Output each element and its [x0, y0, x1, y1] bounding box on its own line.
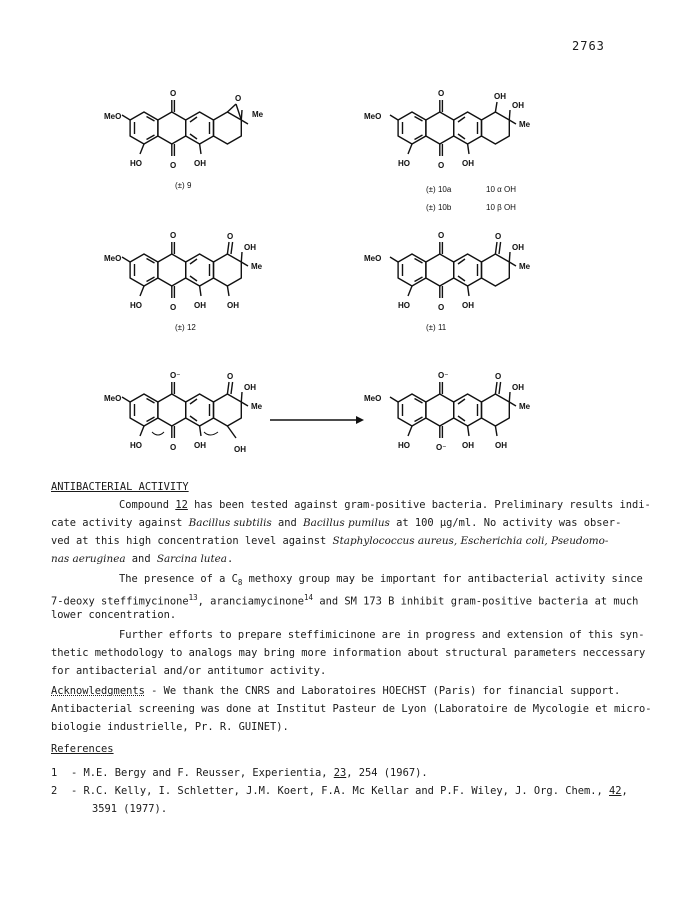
para1-line4: nas aeruginea and Sarcina lutea.: [51, 553, 234, 565]
carbonyl-label: O: [438, 89, 445, 98]
carbonyl-label-bottom: O: [170, 443, 177, 452]
caption-10a-note: 10 α OH: [486, 185, 516, 194]
caption-10b: (±) 10b: [426, 203, 452, 212]
caption-10a: (±) 10a: [426, 185, 452, 194]
caption-10b-note: 10 β OH: [486, 203, 516, 212]
hydroxy-label: OH: [194, 441, 206, 450]
mechanism-reactant: [104, 371, 263, 454]
hydroxy-label: OH: [512, 243, 524, 252]
caption-9: (±) 9: [175, 181, 192, 190]
para1-line1: Compound 12 has been tested against gram-positive bacteria. Preliminary results indi-: [119, 499, 651, 511]
structure-11: [364, 231, 531, 312]
para3-line2: thetic methodology to analogs may bring more information about structural parameters neccessary: [51, 647, 646, 659]
methoxy-label: MeO: [364, 112, 382, 121]
reference-2-number: 2: [51, 785, 58, 797]
carbonyl-label: O: [170, 231, 177, 240]
caption-11: (±) 11: [426, 323, 447, 332]
reference-2: - R.C. Kelly, I. Schletter, J.M. Koert, F.A. Mc Kellar and P.F. Wiley, J. Org. Chem., 42,: [71, 785, 628, 797]
references-heading: References: [51, 743, 114, 755]
carbonyl-label-bottom: O: [170, 161, 177, 170]
structure-10: [364, 89, 531, 170]
hydroxy-label: OH: [495, 441, 507, 450]
hydroxy-label: OH: [194, 301, 206, 310]
hydroxide-label: OH: [234, 445, 246, 454]
epoxide-o-label: O: [235, 94, 242, 103]
carbonyl-label-bottom: O: [438, 161, 445, 170]
methyl-label: Me: [251, 262, 263, 271]
page-number: 2763: [572, 39, 605, 53]
acknowledgments-line1: Acknowledgments - We thank the CNRS and Laboratoires HOECHST (Paris) for financial support.: [51, 685, 621, 697]
methyl-label: Me: [252, 110, 264, 119]
methoxy-label: MeO: [364, 394, 382, 403]
para1-line2: cate activity against Bacillus subtilis and Bacillus pumilus at 100 µg/ml. No activity was obser-: [51, 517, 622, 529]
methyl-label: Me: [519, 262, 531, 271]
hydroxy-label: OH: [462, 301, 474, 310]
ketone-label: O: [495, 372, 502, 381]
methoxy-label: MeO: [104, 254, 122, 263]
hydroxy-label: OH: [244, 383, 256, 392]
caption-12: (±) 12: [175, 323, 196, 332]
methyl-label: Me: [251, 402, 263, 411]
reference-1: - M.E. Bergy and F. Reusser, Experientia, 23, 254 (1967).: [71, 767, 428, 779]
methyl-label: Me: [519, 120, 531, 129]
phenoxide-label-bottom: O⁻: [436, 443, 447, 452]
methyl-label: Me: [519, 402, 531, 411]
carbonyl-label-bottom: O: [438, 303, 445, 312]
carbonyl-label-bottom: O: [170, 303, 177, 312]
ketone-label: O: [227, 232, 234, 241]
hydroxy-label: HO: [130, 301, 142, 310]
hydroxy-label: OH: [494, 92, 506, 101]
hydroxy-label: OH: [462, 159, 474, 168]
carbonyl-label: O: [170, 89, 177, 98]
phenoxide-label: O⁻: [170, 371, 181, 380]
structure-12: [104, 231, 263, 312]
mechanism-product: [364, 371, 531, 452]
ketone-label: O: [227, 372, 234, 381]
phenoxide-label: O⁻: [438, 371, 449, 380]
acknowledgments-line2: Antibacterial screening was done at Institut Pasteur de Lyon (Laboratoire de Mycologie et micro-: [51, 703, 652, 715]
hydroxy-label: HO: [398, 441, 410, 450]
hydroxy-label: OH: [194, 159, 206, 168]
para2-line1: The presence of a $C_8$ methoxy group may be important for antibacterial activity since: [119, 573, 643, 588]
hydroxy-label: OH: [227, 301, 239, 310]
para3-line1: Further efforts to prepare steffimicinone are in progress and extension of this syn-: [119, 629, 645, 641]
methoxy-label: MeO: [364, 254, 382, 263]
hydroxy-label: HO: [398, 159, 410, 168]
acknowledgments-line3: biologie industrielle, Pr. R. GUINET).: [51, 721, 289, 733]
structure-9: [104, 89, 264, 170]
methoxy-label: MeO: [104, 394, 122, 403]
hydroxy-label: OH: [512, 101, 524, 110]
methoxy-label: MeO: [104, 112, 122, 121]
para3-line3: for antibacterial and/or antitumor activity.: [51, 665, 327, 677]
hydroxy-label: HO: [398, 301, 410, 310]
hydroxy-label: OH: [244, 243, 256, 252]
para2-line3: lower concentration.: [51, 609, 177, 621]
ketone-label: O: [495, 232, 502, 241]
carbonyl-label: O: [438, 231, 445, 240]
section-heading: ANTIBACTERIAL ACTIVITY: [51, 481, 189, 493]
hydroxy-label: HO: [130, 441, 142, 450]
para2-line2: 7-deoxy steffimycinone$^{13}$, aranciamycinone$^{14}$ and SM 173 B inhibit gram-positive bacteria at much: [51, 593, 639, 608]
reference-1-number: 1: [51, 767, 58, 779]
hydroxy-label: HO: [130, 159, 142, 168]
para1-line3: ved at this high concentration level against Staphylococcus aureus, Escherichia coli, Pseudomo-: [51, 535, 609, 547]
reference-2-cont: 3591 (1977).: [92, 803, 168, 815]
reaction-arrow: [270, 416, 364, 424]
hydroxy-label: OH: [462, 441, 474, 450]
hydroxy-label: OH: [512, 383, 524, 392]
